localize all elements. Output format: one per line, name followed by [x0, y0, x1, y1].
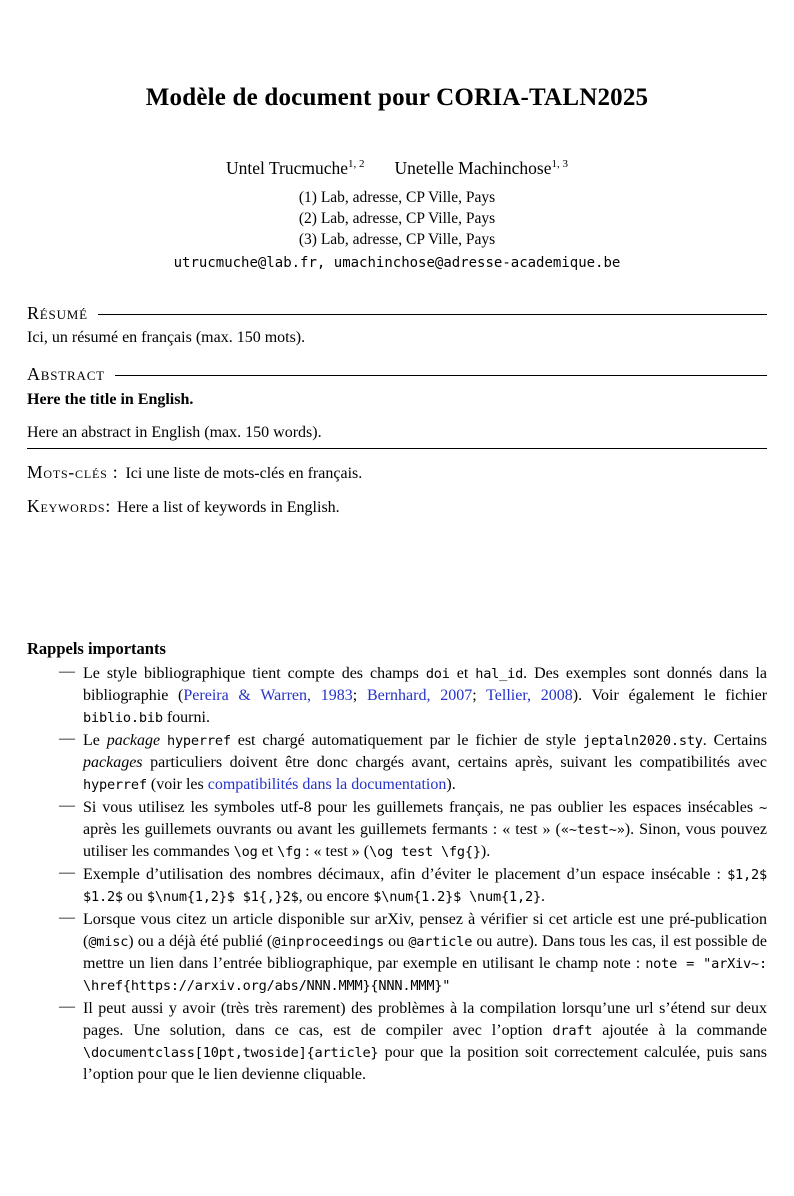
- text-segment: doi: [425, 666, 450, 682]
- inline-link[interactable]: Tellier, 2008: [486, 687, 573, 704]
- item-text: [83, 730, 767, 796]
- author-emails: utrucmuche@lab.fr, umachinchose@adresse-academique.be: [173, 255, 621, 271]
- text-segment: package: [106, 732, 161, 749]
- motscles-row: [27, 462, 767, 483]
- keywords-row: [27, 496, 767, 517]
- abstract-header-row: [27, 364, 767, 385]
- text-segment: fourni.: [162, 709, 210, 726]
- text-segment: ). Voir également le fichier: [572, 687, 768, 704]
- text-segment: draft: [552, 1023, 593, 1039]
- item-dash: —: [59, 998, 75, 1015]
- author-1: [226, 158, 365, 179]
- text-segment: @inproceedings: [272, 934, 384, 950]
- text-segment: ) ou a déjà été publié (: [128, 933, 273, 950]
- text-segment: Lorsque vous citez un article disponible sur arXiv, pensez à vérifier si cet article est une pré-publication (: [83, 911, 767, 950]
- text-segment: ou: [384, 933, 409, 950]
- rappels-list: [27, 663, 767, 1086]
- text-segment: [160, 732, 167, 749]
- item-text: [83, 864, 767, 908]
- text-segment: ajoutée à la commande: [592, 1022, 767, 1039]
- text-segment: (voir les: [146, 776, 208, 793]
- affiliation-3: (3) Lab, adresse, CP Ville, Pays: [298, 231, 496, 248]
- english-title: Here the title in English.: [27, 391, 194, 408]
- inline-link[interactable]: compatibilités dans la documentation: [207, 776, 447, 793]
- paper-title: Modèle de document pour CORIA-TALN2025: [145, 84, 649, 111]
- abstract-label: Abstract: [27, 364, 105, 384]
- resume-label: Résumé: [27, 303, 88, 323]
- authors-line: [27, 158, 767, 179]
- item-dash: —: [59, 864, 75, 881]
- text-segment: est chargé automatiquement par le fichier de style: [230, 732, 584, 749]
- text-segment: , ou encore: [298, 888, 374, 905]
- item-text: [83, 909, 767, 997]
- author-2: [395, 158, 568, 179]
- text-segment: hal_id: [475, 666, 524, 682]
- text-segment: . Certains: [702, 732, 767, 749]
- item-dash: —: [59, 797, 75, 814]
- text-segment: . Des exemples sont donnés dans la bibliographie (: [83, 665, 768, 704]
- author-2-affil-marks: 1, 3: [551, 158, 568, 171]
- text-segment: particuliers doivent être donc chargés avant, certains après, suivant les compatibilités avec: [142, 754, 767, 771]
- text-segment: note = "arXiv~: \href{https://arxiv.org/abs/NNN.MMM}{NNN.MMM}": [83, 956, 768, 994]
- document-page: [0, 84, 794, 1196]
- text-segment: et: [449, 665, 476, 682]
- text-segment: ou autre). Dans tous les cas, il est possible de mettre un lien dans l’entrée bibliographique, par exemple en utilisant le champ note :: [83, 933, 767, 972]
- rappels-heading: Rappels importants: [27, 639, 166, 658]
- item-dash: —: [59, 909, 75, 926]
- list-item: [59, 797, 767, 863]
- list-item: [59, 663, 767, 729]
- text-segment: ). Sinon, vous pouvez utiliser les commandes: [83, 821, 767, 860]
- author-2-name: Unetelle Machinchose: [394, 158, 552, 178]
- text-segment: ~: [759, 800, 767, 816]
- text-segment: $\num{1,2}$ $1{,}2$: [146, 889, 299, 905]
- text-segment: pour que la position soit correctement calculée, puis sans l’option pour que le lien devienne cliquable.: [83, 1044, 767, 1083]
- text-segment: packages: [83, 754, 143, 771]
- motscles-label: Mots-clés :: [27, 462, 119, 482]
- text-segment: biblio.bib: [83, 710, 163, 726]
- keywords-text: Here a list of keywords in English.: [117, 499, 340, 516]
- text-segment: Si vous utilisez les symboles utf-8 pour les guillemets français, ne pas oublier les espaces insécables: [83, 799, 760, 816]
- text-segment: ou: [122, 888, 147, 905]
- item-text: [83, 663, 767, 729]
- author-1-name: Untel Trucmuche: [226, 158, 349, 178]
- affiliation-1: (1) Lab, adresse, CP Ville, Pays: [298, 189, 496, 206]
- resume-header-row: [27, 303, 767, 324]
- list-item: [59, 998, 767, 1086]
- affiliations-block: [27, 187, 767, 250]
- text-segment: ;: [472, 687, 487, 704]
- list-item: [59, 730, 767, 796]
- abstract-text: Here an abstract in English (max. 150 words).: [27, 424, 767, 449]
- text-segment: @misc: [88, 934, 129, 950]
- text-segment: @article: [408, 934, 473, 950]
- text-segment: Le style bibliographique tient compte des champs: [83, 665, 426, 682]
- item-dash: —: [59, 730, 75, 747]
- motscles-text: Ici une liste de mots-clés en français.: [125, 465, 363, 482]
- text-segment: \og test \fg{}: [369, 844, 481, 860]
- text-segment: Il peut aussi y avoir (très très rarement) des problèmes à la compilation lorsqu’une url s’étend sur deux pages. Une solution, dans ce cas, est de compiler avec l’option: [83, 1000, 767, 1039]
- text-segment: Exemple d’utilisation des nombres décimaux, afin d’éviter le placement d’un espace insécable :: [83, 866, 728, 883]
- author-1-affil-marks: 1, 2: [348, 158, 365, 171]
- text-segment: hyperref: [83, 777, 147, 793]
- resume-rule: [98, 314, 767, 315]
- abstract-rule: [115, 375, 767, 376]
- affiliation-2: (2) Lab, adresse, CP Ville, Pays: [298, 210, 496, 227]
- text-segment: $1,2$ $1.2$: [83, 867, 767, 905]
- text-segment: \og: [233, 844, 258, 860]
- item-dash: —: [59, 663, 75, 680]
- item-text: [83, 797, 767, 863]
- text-segment: hyperref: [166, 733, 231, 749]
- list-item: [59, 909, 767, 997]
- item-text: [83, 998, 767, 1086]
- inline-link[interactable]: Pereira & Warren, 1983: [183, 687, 353, 704]
- inline-link[interactable]: Bernhard, 2007: [366, 687, 473, 704]
- text-segment: $\num{1.2}$ \num{1,2}: [373, 889, 541, 905]
- text-segment: Le: [83, 732, 107, 749]
- resume-text: Ici, un résumé en français (max. 150 mots).: [27, 329, 306, 346]
- text-segment: \fg: [277, 844, 302, 860]
- text-segment: ).: [446, 776, 456, 793]
- text-segment: ).: [480, 843, 491, 860]
- list-item: [59, 864, 767, 908]
- text-segment: après les guillemets ouvrants ou avant les guillemets fermants : « test » (: [83, 821, 561, 838]
- text-segment: : « test » (: [301, 843, 370, 860]
- text-segment: et: [257, 843, 278, 860]
- text-segment: \documentclass[10pt,twoside]{article}: [83, 1045, 379, 1061]
- keywords-label: Keywords:: [27, 496, 112, 516]
- text-segment: jeptaln2020.sty: [583, 733, 703, 749]
- text-segment: «~test~»: [560, 822, 625, 838]
- text-segment: .: [540, 888, 545, 905]
- text-segment: ;: [352, 687, 367, 704]
